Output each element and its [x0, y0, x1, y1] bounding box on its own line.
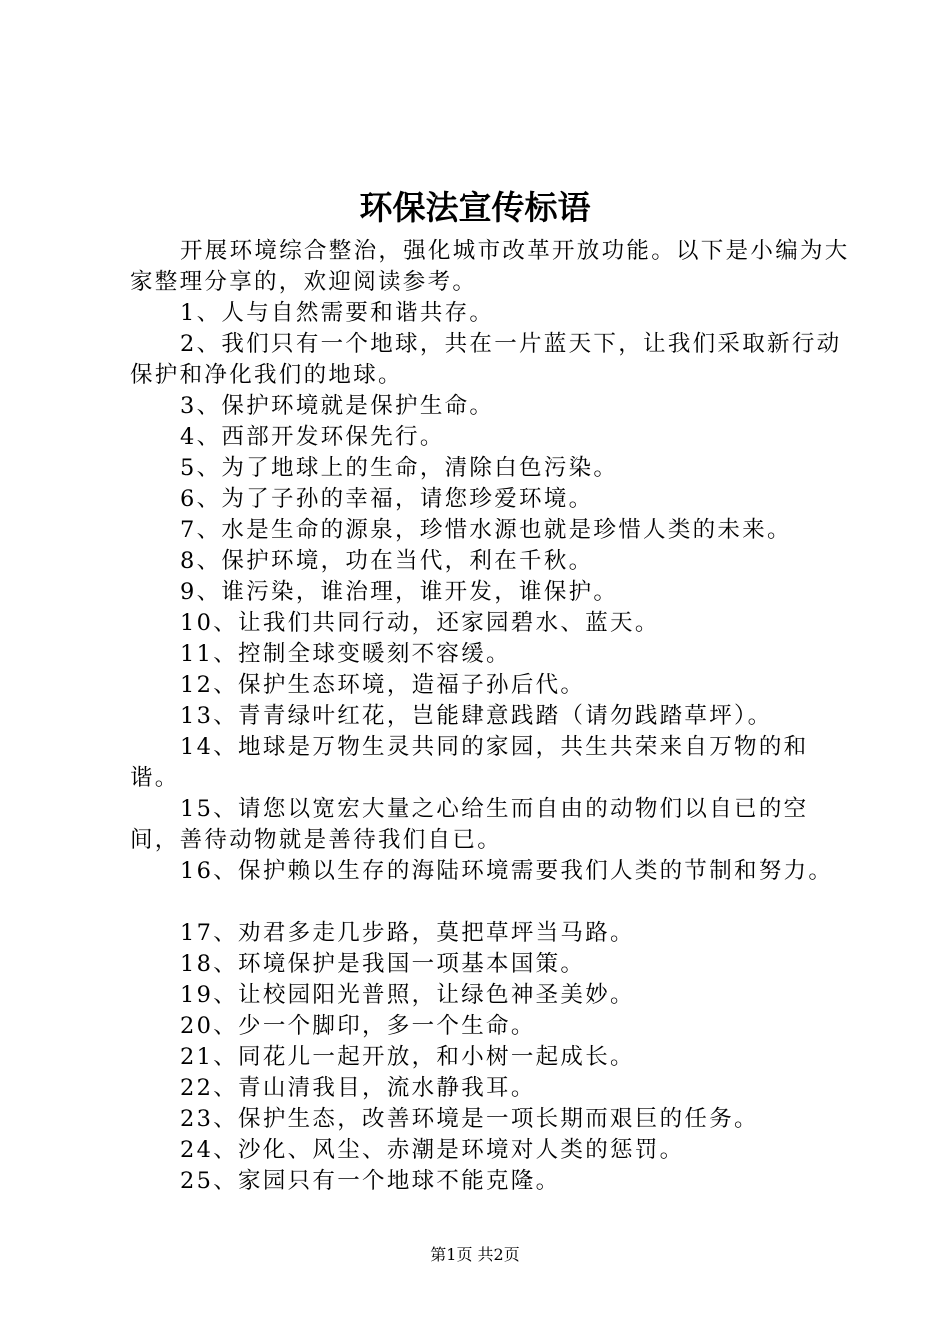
slogan-item: 2、我们只有一个地球，共在一片蓝天下，让我们采取新行动保护和净化我们的地球。 [130, 331, 842, 388]
page-number-footer: 第1页 共2页 [430, 1245, 520, 1264]
slogan-item: 22、青山清我目，流水静我耳。 [180, 1075, 536, 1101]
slogan-item: 19、让校园阳光普照，让绿色神圣美妙。 [180, 982, 635, 1008]
document-title: 环保法宣传标语 [359, 188, 591, 227]
slogan-item: 16、保护赖以生存的海陆环境需要我们人类的节制和努力。 [180, 858, 834, 884]
slogan-item: 18、环境保护是我国一项基本国策。 [180, 951, 586, 977]
slogan-item: 9、谁污染，谁治理，谁开发，谁保护。 [180, 579, 619, 605]
slogan-item: 24、沙化、风尘、赤潮是环境对人类的惩罚。 [180, 1137, 685, 1163]
slogan-item: 8、保护环境，功在当代，利在千秋。 [180, 548, 594, 574]
slogan-item: 11、控制全球变暖刻不容缓。 [180, 641, 511, 667]
slogan-item: 17、劝君多走几步路，莫把草坪当马路。 [180, 920, 635, 946]
slogan-item: 4、西部开发环保先行。 [180, 424, 445, 450]
slogan-item: 6、为了子孙的幸福，请您珍爱环境。 [180, 486, 594, 512]
slogan-item: 21、同花儿一起开放，和小树一起成长。 [180, 1044, 635, 1070]
document-body [130, 236, 850, 1197]
slogan-item: 20、少一个脚印，多一个生命。 [180, 1013, 536, 1039]
slogan-item: 13、青青绿叶红花，岂能肆意践踏（请勿践踏草坪）。 [180, 703, 773, 729]
slogan-item: 5、为了地球上的生命，清除白色污染。 [180, 455, 619, 481]
slogan-item: 12、保护生态环境，造福子孙后代。 [180, 672, 586, 698]
intro-paragraph: 开展环境综合整治，强化城市改革开放功能。以下是小编为大家整理分享的，欢迎阅读参考。 [130, 238, 850, 295]
slogan-item: 1、人与自然需要和谐共存。 [180, 300, 495, 326]
slogan-item: 25、家园只有一个地球不能克隆。 [180, 1168, 561, 1194]
slogan-item: 10、让我们共同行动，还家园碧水、蓝天。 [180, 610, 660, 636]
slogan-item: 15、请您以宽宏大量之心给生而自由的动物们以自已的空间，善待动物就是善待我们自已。 [130, 796, 809, 853]
slogan-item: 7、水是生命的源泉，珍惜水源也就是珍惜人类的未来。 [180, 517, 792, 543]
slogan-item: 3、保护环境就是保护生命。 [180, 393, 495, 419]
slogan-item: 14、地球是万物生灵共同的家园，共生共荣来自万物的和谐。 [130, 734, 809, 791]
slogan-item: 23、保护生态，改善环境是一项长期而艰巨的任务。 [180, 1106, 759, 1132]
